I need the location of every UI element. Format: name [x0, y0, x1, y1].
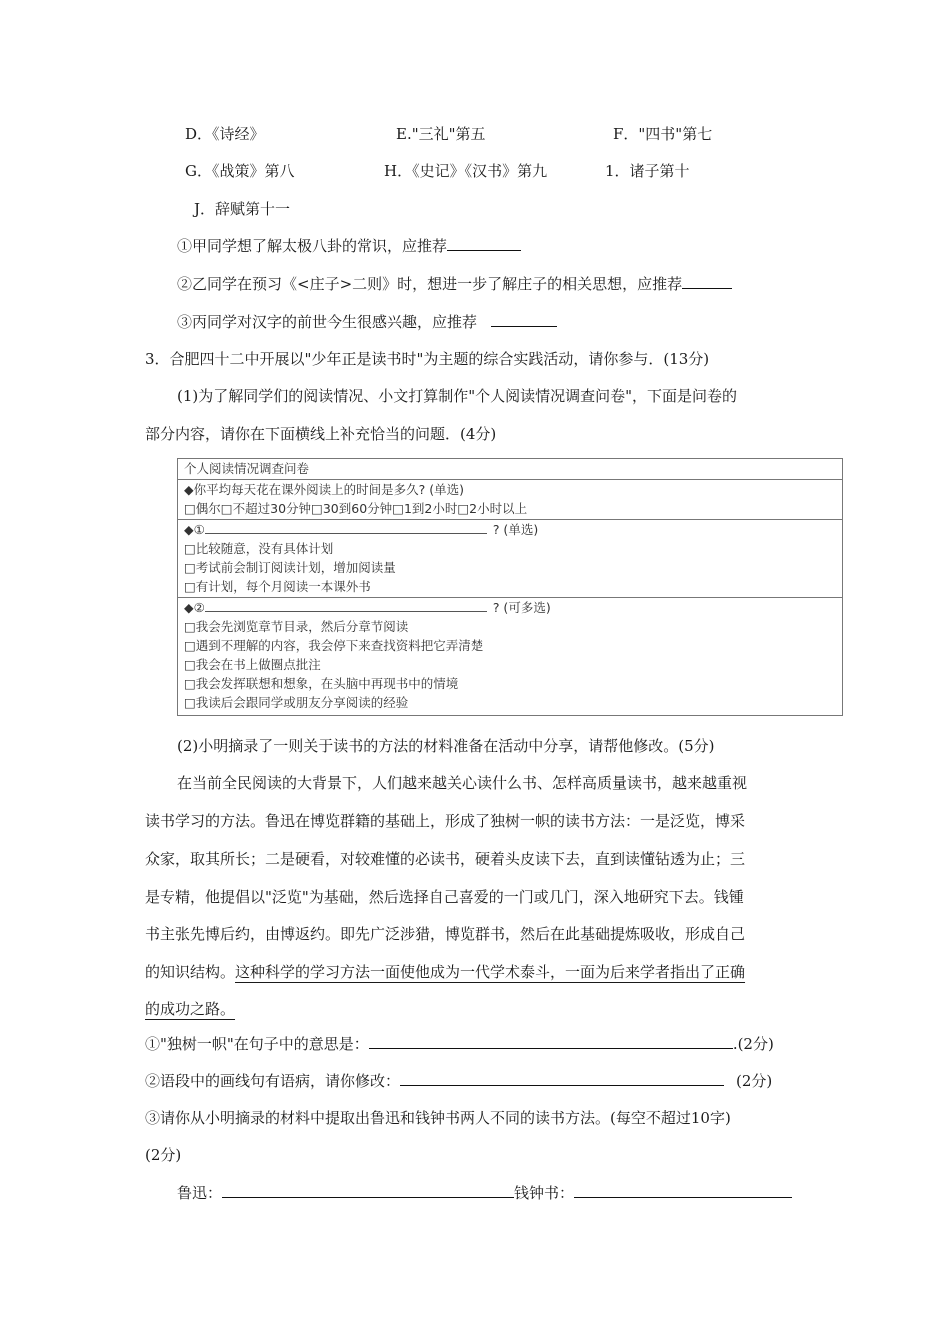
passage-line: 在当前全民阅读的大背景下，人们越来越关心读什么书、怎样高质量读书，越来越重视	[177, 774, 748, 792]
qian-label: 钱钟书：	[514, 1184, 575, 1202]
survey-question-3-suffix: ? (可多选)	[492, 600, 551, 615]
luxun-answer-blank[interactable]	[222, 1183, 514, 1198]
sub-question-3-score: (2分)	[145, 1146, 182, 1164]
passage-plain-text: 的知识结构。	[145, 963, 236, 981]
passage-line	[145, 999, 235, 1019]
sub-question-2-text: ②语段中的画线句有语病，请你修改：	[145, 1072, 401, 1090]
option-h: H．《史记》《汉书》第九	[384, 162, 548, 180]
survey-option[interactable]: □遇到不理解的内容，我会停下来查找资料把它弄清楚	[184, 638, 484, 653]
survey-option[interactable]: □我会发挥联想和想象，在头脑中再现书中的情境	[184, 676, 459, 691]
option-i: 1．诸子第十	[605, 162, 690, 180]
question-3-part1-line2: 部分内容，请你在下面横线上补充恰当的问题．(4分)	[145, 425, 497, 443]
recommend-2-text: ②乙同学在预习《<庄子>二则》时，想进一步了解庄子的相关思想，应推荐	[177, 275, 683, 293]
survey-divider	[178, 519, 842, 520]
option-f: F．"四书"第七	[613, 125, 713, 143]
sub-question-1-score: .(2分)	[732, 1035, 774, 1053]
survey-question-3-prefix: ◆②	[184, 600, 205, 615]
part2-intro: (2)小明摘录了一则关于读书的方法的材料准备在活动中分享，请帮他修改。(5分)	[177, 737, 715, 755]
survey-question-2-suffix: ? (单选)	[492, 522, 539, 537]
passage-line	[145, 962, 745, 982]
recommend-1-text: ①甲同学想了解太极八卦的常识，应推荐	[177, 237, 448, 255]
question-3-part1-line1: (1)为了解同学们的阅读情况、小文打算制作"个人阅读情况调查问卷"，下面是问卷的	[177, 387, 738, 405]
survey-divider	[178, 597, 842, 598]
survey-question-1: ◆你平均每天花在课外阅读上的时间是多久? (单选)	[184, 482, 464, 497]
recommend-3-text: ③丙同学对汉字的前世今生很感兴趣，应推荐	[177, 313, 478, 331]
luxun-label: 鲁迅：	[177, 1184, 223, 1202]
sub-question-1-blank[interactable]	[369, 1034, 733, 1049]
survey-option[interactable]: □我读后会跟同学或朋友分享阅读的经验	[184, 695, 409, 710]
sub-question-2-score: (2分)	[736, 1072, 773, 1090]
option-g: G．《战策》第八	[185, 162, 295, 180]
survey-question-2-blank[interactable]	[205, 521, 487, 534]
sub-question-2	[145, 1071, 772, 1091]
survey-option[interactable]: □我会在书上做圈点批注	[184, 657, 321, 672]
survey-option[interactable]: □考试前会制订阅读计划，增加阅读量	[184, 560, 396, 575]
survey-question-2	[184, 521, 538, 539]
survey-question-3-blank[interactable]	[205, 599, 487, 612]
survey-option[interactable]: □比较随意，没有具体计划	[184, 541, 334, 556]
sub-question-1-text: ①"独树一帜"在句子中的意思是：	[145, 1035, 369, 1053]
passage-line: 书主张先博后约，由博返约。即先广泛涉猎，博览群书，然后在此基础提炼吸收，形成自己	[145, 925, 746, 943]
answer-row	[177, 1183, 792, 1203]
recommend-2-blank[interactable]	[682, 274, 732, 289]
option-j: J．辞赋第十一	[194, 200, 291, 218]
survey-divider	[178, 479, 842, 480]
recommend-1-blank[interactable]	[447, 236, 521, 251]
passage-line: 是专精，他提倡以"泛览"为基础，然后选择自己喜爱的一门或几门，深入地研究下去。钱锺	[145, 888, 744, 906]
sub-question-3: ③请你从小明摘录的材料中提取出鲁迅和钱钟书两人不同的读书方法。(每空不超过10字)	[145, 1109, 731, 1127]
option-d: D．《诗经》	[185, 125, 265, 143]
sub-question-2-blank[interactable]	[400, 1071, 724, 1086]
survey-option[interactable]: □有计划，每个月阅读一本课外书	[184, 579, 371, 594]
recommend-3-blank[interactable]	[491, 312, 557, 327]
survey-question-1-options: □偶尔□不超过30分钟□30到60分钟□1到2小时□2小时以上	[184, 501, 528, 516]
passage-line: 读书学习的方法。鲁迅在博览群籍的基础上，形成了独树一帜的读书方法：一是泛览，博采	[145, 812, 746, 830]
recommend-3	[177, 312, 557, 332]
question-3-title: 3．合肥四十二中开展以"少年正是读书时"为主题的综合实践活动，请你参与．(13分)	[145, 350, 710, 368]
sub-question-1	[145, 1034, 774, 1054]
underlined-sentence-end: 的成功之路。	[145, 1000, 236, 1018]
recommend-1	[177, 236, 521, 256]
survey-title: 个人阅读情况调查问卷	[184, 461, 310, 476]
survey-option[interactable]: □我会先浏览章节目录，然后分章节阅读	[184, 619, 409, 634]
underlined-sentence: 这种科学的学习方法一面使他成为一代学术泰斗，一面为后来学者指出了正确	[235, 963, 746, 981]
option-e: E."三礼"第五	[396, 125, 486, 143]
passage-line: 众家，取其所长；二是硬看，对较难懂的必读书，硬着头皮读下去，直到读懂钻透为止；三	[145, 850, 746, 868]
survey-question-2-prefix: ◆①	[184, 522, 205, 537]
qian-answer-blank[interactable]	[574, 1183, 792, 1198]
recommend-2	[177, 274, 732, 294]
survey-question-3	[184, 599, 551, 617]
survey-questionnaire	[177, 458, 843, 716]
